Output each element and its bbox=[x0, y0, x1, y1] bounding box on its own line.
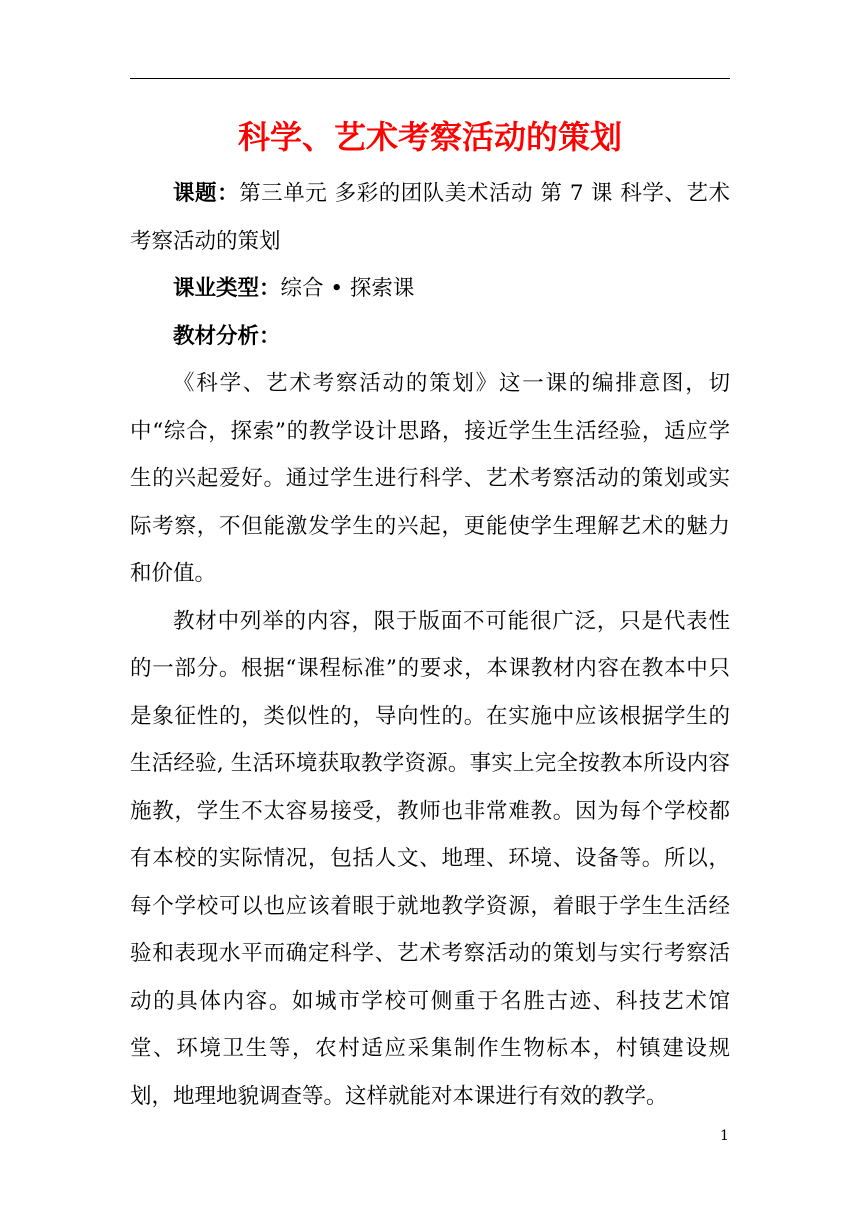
analysis-heading-label: 教材分析： bbox=[173, 323, 281, 349]
page-number: 1 bbox=[720, 1128, 729, 1144]
analysis-heading bbox=[130, 313, 730, 361]
header-rule bbox=[130, 78, 730, 79]
body-paragraph: 《科学、艺术考察活动的策划》这一课的编排意图，切中“综合，探索”的教学设计思路，接近学生生活经验，适应学生的兴起爱好。通过学生进行科学、艺术考察活动的策划或实际考察，不但能激发学生的兴起，更能使学生理解艺术的魅力和价值。 bbox=[130, 371, 730, 586]
topic-line bbox=[130, 170, 730, 265]
document-body bbox=[130, 170, 730, 1120]
lesson-type-value: 综合 • 探索课 bbox=[280, 276, 415, 301]
body-paragraph: 教材中列举的内容，限于版面不可能很广泛，只是代表性的一部分。根据“课程标准”的要求，本课教材内容在教本中只是象征性的，类似性的，导向性的。在实施中应该根据学生的生活经验, 生活环境获取教学资源。事实上完全按教本所设内容施教，学生不太容易接受，教师也非常难教。因为每个学校都有本校的实际情况，包括人文、地理、环境、设备等。所以，每个学校可以也应该着眼于就地教学资源，着眼于学生生活经验和表现水平而确定科学、艺术考察活动的策划与实行考察活动的具体内容。如城市学校可侧重于名胜古迹、科技艺术馆堂、环境卫生等，农村适应采集制作生物标本，村镇建设规划，地理地貌调查等。这样就能对本课进行有效的教学。 bbox=[130, 608, 730, 1109]
topic-label: 课题： bbox=[173, 181, 240, 206]
topic-value: 第三单元 多彩的团队美术活动 第 7 课 科学、艺术考察活动的策划 bbox=[130, 181, 730, 254]
lesson-type-line bbox=[130, 265, 730, 313]
lesson-type-label: 课业类型： bbox=[173, 276, 281, 301]
page-title: 科学、艺术考察活动的策划 bbox=[237, 118, 622, 156]
